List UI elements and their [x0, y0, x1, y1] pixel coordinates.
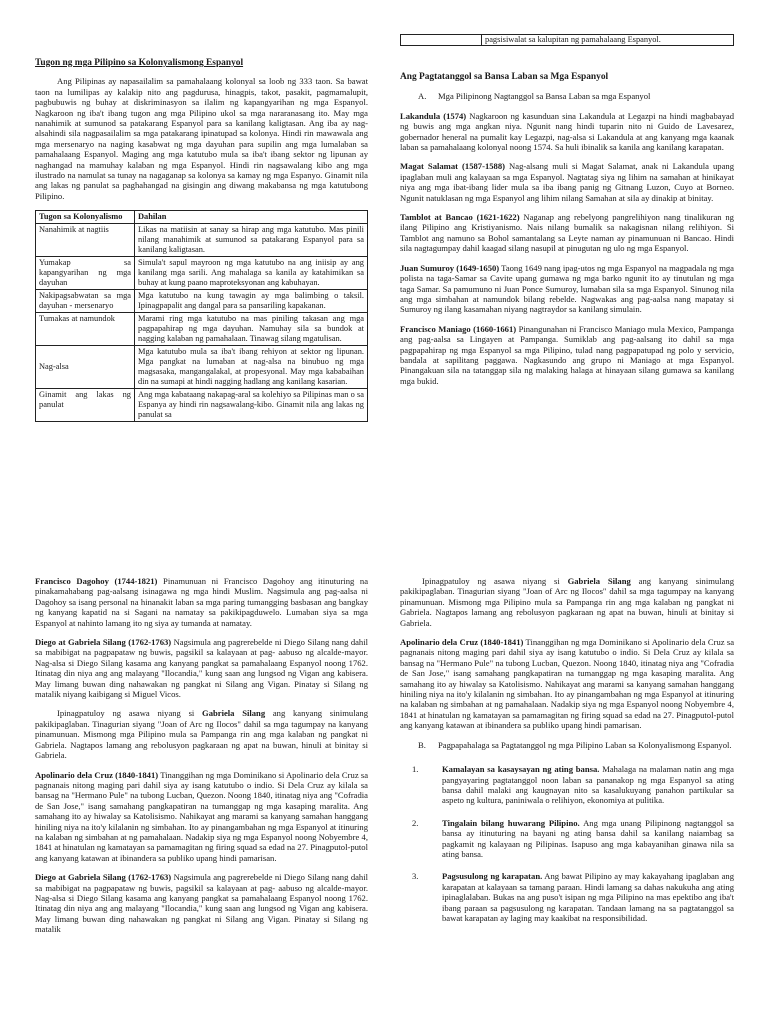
hero-entry-diego-silang [35, 637, 368, 699]
table-cell-tugon: Yumakap sa kapangyarihan ng mga dayuhan [36, 257, 135, 290]
list-number: 2. [412, 817, 419, 828]
table-header-row [36, 211, 368, 224]
hero-text: Tinanggihan ng mga Dominikano si Apolinario dela Cruz sa pagnanais nitong maging pari dahil siya ay isang katutubo o indio. Si Dela Cruz ay kilala sa bansag na "Hermano Pule" na tubong Lucban, Quezon. Noong 1840, itinatag niya ang "Cofradia de San Jose," isang samahang pangkapatiran na tumanggap ng mga kasaping maralita. Ang samahang ito ay hiwalay sa Katolisismo. Nahikayat ang marami sa kanyang samahan hanggang hiniling niya na ito'y kilalanin ng simbahan. Ito ay pinangambahan ng mga Espanyol at itinuring na kalaban ng simbahan at ng pamahalaan. Nadakip siya ng mga Espanyol noong Nobyembre 4, 1841 at hinatulan ng kamatayan sa pamamagitan ng firing squad sa edad na 27. Pinagputol-putol ang kanyang katawan at ibinandera sa publiko upang hindi pamarisan. [35, 769, 368, 863]
table-row [36, 224, 368, 257]
table-cell-dahilan: Mga katutubo mula sa iba't ibang rehiyon at sektor ng lipunan. Mga pangkat na lumaban at nag-alsa na binubuo ng mga magsasaka, mangangalakal, at propesyonal. May mga kababaihan din na sumapi at hindi nagging hadlang ang kanilang kasarian. [135, 346, 368, 389]
list-item-text: Mahalaga na malaman natin ang mga pangyayaring pagtatanggol noon laban sa pananakop ng mga Espanyol sa ating bansa dahil malaki ang kaugnayan nito sa kasalukuyang panahon partikular sa aspeto ng kultura, paniniwala o relihiyon, ekonomiya at pulitika. [442, 764, 734, 806]
hero-name: Lakandula (1574) [400, 110, 467, 121]
table-cell-tugon: Ginamit ang lakas ng panulat [36, 389, 135, 422]
hero-text: Taong 1649 nang ipag-utos ng mga Espanyol na magpadala ng mga polista na taga-Samar sa Cavite upang gumawa ng mga barko ngunit ito ay tinutulan ng mga taga Samar. Sa pamumuno ni Juan Ponce Sumuroy, lumaban sila sa mga Espanyol. Sinunog nila ang mga simbahan at namundok bilang rebelde. Nagwakas ang pag-aalsa nang mapatay si Sumuroy ng ilang kasamahan niyang nagtraydor sa kanilang simulain. [400, 262, 734, 315]
hero-text: Naganap ang rebelyong pangrelihiyon nang tinalikuran ng ilang Pilipino ang Kristiyanismo. Nais nilang bumalik sa nakagisnan nilang relihiyon. Si Tamblot ang namuno sa Bohol samantalang sa Leyte naman ay pinamunuan ni Bancao. Hindi sila nagtagumpay dahil kaagad silang nasupil at pinugutan ng ulo ng mga Espanyol. [400, 212, 734, 254]
hero-text: Nagkaroon ng kasunduan sina Lakandula at Legazpi na hindi magbabayad ng buwis ang mga angkan niya. Ngunit nang hindi tuparin nito ni Guido de Lavesarez, gobernador heneral na pumalit kay Legazpi, nag-alsa si Lakandula at ang kanyang mga kaanak laban sa pamahalaang kolonyal noong 1574. Sa huli ibinalik sa kanila ang kanilang karapatan. [400, 110, 735, 153]
hero-text: Pinangunahan ni Francisco Maniago mula Mexico, Pampanga ang pag-aalsa sa Lingayen at Pampanga. Sumiklab ang pag-aalsang ito dahil sa mga pagpapahirap ng mga Espanyol sa mga Pilipino, tulad nang pagpapatupad ng polo y servicio, bandala at sapilitang paggawa. Nagkasundo ang grupo ni Maniago at mga Espanyol. Pinangakuan sila na tatanggap sila ng malaking halaga at hinayaan silang gumawa sa kanilang mga bukid. [400, 323, 734, 386]
table-cell-tugon: Tumakas at namundok [36, 313, 135, 346]
list-item-title: Pagsusulong ng karapatan. [442, 871, 543, 882]
response-table [35, 210, 368, 422]
table-continuation-row [400, 34, 734, 46]
section-title: Ang Pagtatanggol sa Bansa Laban sa Mga Espanyol [400, 72, 609, 82]
subsection-title: Mga Pilipinong Nagtanggol sa Bansa Laban sa mga Espanyol [438, 91, 651, 102]
hero-entry-apolinario [400, 637, 734, 731]
top-right-column [400, 34, 734, 395]
intro-paragraph: Ang Pilipinas ay napasailalim sa pamahalaang kolonyal sa loob ng 333 taon. Sa bawat taon na lumilipas ay kalakip nito ang pagdurusa, hinagpis, takot, pasakit, pagmamalupit, pagbubuwis ng buhay at diskriminasyon sa ilalim ng kapangyarihan ng mga Espanyol. Nagkaroon ng iba't ibang tugon ang mga Pilipino ukol sa mga nararanasang ito. May mga nanahimik at sumunod sa patakarang Espanyol para sa kanilang kaligtasan. Ang iba ay nag-alsahindi sila nagpasailalim sa mga patakarang ipinatupad sa kolonya. Hindi rin mawawala ang mga mersenaryo na naging kasabwat ng mga dayuhan para supilin ang mga lumalaban sa pamahalaang Espanyol. Maging ang mga katutubo mula sa iba't ibang sektor ng lipunan ay naghangad na mamuhay kalaban ng mga Espanyol. Hindi rin nagsawalang kibo ang mga ilustrado na namulat sa tunay na nagaganap sa kolonya sa kamay ng mga Espanyo. Ginamit nila ang lakas ng panulat sa paghahangad na gisingin ang diwang makabansa ng mga katutubong Pilipino. [35, 76, 368, 201]
table-row [36, 313, 368, 346]
hero-text-pre: Ipinagpatuloy ng asawa niyang si [57, 708, 203, 719]
hero-name: Magat Salamat (1587-1588) [400, 161, 505, 172]
table-header-dahilan: Dahilan [135, 211, 368, 224]
hero-text: ang kanyang sinimulang pakikipaglaban. Tinagurian siyang "Joan of Arc ng Ilocos" dahil sa mga tagumpay na kanyang pinamunuan. Mismong mga Pilipino mula sa Pampanga rin ang mga kalaban ng pangkat ni Gabriela. Nagtapos lamang ang rebolusyon pagkaraan ng apat na buwan, hinuli at binitay si Gabriela. [400, 576, 734, 628]
hero-name: Francisco Dagohoy (1744-1821) [35, 576, 158, 586]
list-item [400, 764, 734, 806]
table-cell-dahilan: Ang mga kabataang nakapag-aral sa kolehiyo sa Pilipinas man o sa Espanya ay hindi rin nagsawalang-kibo. Ginamit nila ang lakas ng panulat sa [135, 389, 368, 422]
list-number: 3. [412, 871, 419, 882]
hero-entry-tamblot-bancao [400, 212, 734, 254]
table-row [36, 389, 368, 422]
hero-name: Juan Sumuroy (1649-1650) [400, 262, 500, 273]
table-cell-tugon: Nag-alsa [36, 346, 135, 389]
hero-text: Tinanggihan ng mga Dominikano si Apolinario dela Cruz sa pagnanais nitong maging pari dahil siya ay isang katutubo o indio. Si Dela Cruz ay kilala sa bansag na "Hermano Pule" na tubong Lucban, Quezon. Noong 1840, itinatag niya ang "Cofradia de San Jose," isang samahang pangkapatiran na tumanggap ng mga kasaping maralita. Ang samahang ito ay hiwalay sa Katolisismo. Nahikayat ang marami sa kanyang samahan hanggang hiniling niya na ito'y kilalanin ng simbahan. Ito ay pinangambahan ng mga Espanyol at itinuring na kalaban ng simbahan at ng pamahalaan. Nadakip siya ng mga Espanyol noong Nobyembre 4, 1841 at hinatulan ng kamatayan sa pamamagitan ng firing squad sa edad na 27. Pinagputol-putol ang kanyang katawan at ibinandera sa publiko upang hindi pamarisan. [400, 637, 734, 731]
hero-entry-apolinario [35, 770, 368, 864]
hero-text: Pinamunuan ni Francisco Dagohoy ang itinuturing na pinakamahabang pag-aalsang isinagawa ng mga hindi Muslim. Nagsimula ang pag-aalsa ni Dagohoy sa isang personal na hinanakit laban sa mga paring tumangging basbasan ang bangkay ng kanyang kapatid na si Sagani na namatay sa pakikipagduwelo. Lumaban siya sa mga Espanyol at nahinto lamang ito ng siya ay tumanda at namatay. [35, 576, 368, 628]
table-row [36, 346, 368, 389]
subsection-title: Pagpapahalaga sa Pagtatanggol ng mga Pilipino Laban sa Kolonyalismong Espanyol. [438, 739, 732, 750]
list-item [400, 871, 734, 923]
table-header-tugon: Tugon sa Kolonyalismo [36, 211, 135, 224]
list-item-title: Kamalayan sa kasaysayan ng ating bansa. [442, 764, 600, 775]
table-row [36, 290, 368, 313]
subsection-b-heading [418, 740, 734, 750]
table-cell-tugon: Nakipagsabwatan sa mga dayuhan - mersenaryo [36, 290, 135, 313]
hero-text: Nagsimula ang pagrerebelde ni Diego Silang nang dahil sa mabibigat na pagpapataw ng buwis, pagsikil sa kalayaan at pag- aabuso ng alcalde-mayor. Nag-alsa si Diego Silang kasama ang kanyang pangkat sa pamahalaang Espanyol noong 1762. Itinatag din niya ang ang malayang "Ilocandia," kung saan ang lungsod ng Vigan ang kabisera. May limang buwan ding nahawakan ng pangkat ni Silang ang Vigan. Pinatay si Silang ng matalik niyang kaibigang si Miguel Vicos. [35, 637, 368, 700]
table-cell-dahilan: Likas na matiisin at sanay sa hirap ang mga katutubo. Mas pinili nilang manahimik at sumunod sa patakarang Espanyol para sa kanilang kaligtasan. [135, 224, 368, 257]
hero-entry-gabriela-silang [400, 576, 734, 628]
hero-entry-gabriela-silang [35, 708, 368, 760]
hero-name: Apolinario dela Cruz (1840-1841) [400, 637, 524, 648]
subsection-label: A. [418, 91, 427, 102]
hero-entry-diego-silang-repeat [35, 872, 368, 934]
hero-name: Gabriela Silang [202, 708, 266, 719]
table-cell-dahilan: Marami ring mga katutubo na mas piniling takasan ang mga pagpapahirap ng mga dayuhan. Namuhay sila sa bundok at nagging kalaban ng pamahalaan. Tinawag silang mgatulisan. [135, 313, 368, 346]
table-cell-dahilan: pagsisiwalat sa kalupitan ng pamahalaang Espanyol. [482, 35, 734, 46]
list-item-text: Ang bawat Pilipino ay may kakayahang ipaglaban ang karapatan at kalayaan sa tamang paraan. Hindi lamang sa dahas nakukuha ang ating ipinaglalaban. Bukas na ang puso't isipan ng mga Pilipino na mas epektibo ang iba't ibang paraan sa pagsusulong ng karapatan. Tandaan lamang na sa pagtatanggol sa bawat karapatan ay laging may kaakibat na responsibilidad. [442, 871, 734, 923]
hero-name: Tamblot at Bancao (1621-1622) [400, 212, 520, 223]
hero-entry-dagohoy [35, 576, 368, 628]
hero-name: Francisco Maniago (1660-1661) [400, 323, 517, 334]
hero-text-pre: Ipinagpatuloy ng asawa niyang si [422, 576, 568, 586]
bottom-right-column [400, 576, 734, 1024]
table-cell-tugon: Nanahimik at nagtiis [36, 224, 135, 257]
values-list [400, 764, 734, 923]
hero-entry-lakandula [400, 111, 734, 153]
hero-text: ang kanyang sinimulang pakikipaglaban. Tinagurian siyang "Joan of Arc ng Ilocos" dahil sa mga tagumpay na kanyang pinamunuan. Mismong mga Pilipino mula sa Pampanga rin ang mga kalaban ng pangkat ni Gabriela. Nagtapos lamang ang rebolusyon pagkaraan ng apat na buwan, hinuli at binitay si Gabriela. [35, 708, 368, 761]
hero-entry-juan-sumuroy [400, 263, 734, 315]
subsection-label: B. [418, 739, 426, 750]
list-item-title: Tingalain bilang huwarang Pilipino. [442, 817, 580, 828]
table-cell-empty [401, 35, 482, 46]
table-cell-dahilan: Simula't sapul mayroon ng mga katutubo na ang iniisip ay ang kanilang mga sarili. Ang mahalaga sa kanila ay katahimikan sa buhay at kung paano maproteksyonan ang kabuhayan. [135, 257, 368, 290]
hero-entry-francisco-maniago [400, 324, 734, 386]
hero-name: Diego at Gabriela Silang (1762-1763) [35, 872, 172, 883]
table-row [36, 257, 368, 290]
section-title: Tugon ng mga Pilipino sa Kolonyalismong Espanyol [35, 58, 244, 68]
hero-text: Nagsimula ang pagrerebelde ni Diego Silang nang dahil sa mabibigat na pagpapataw ng buwis, pagsikil sa kalayaan at pag- aabuso ng alcalde-mayor. Nag-alsa si Diego Silang kasama ang kanyang pangkat sa pamahalaang Espanyol noong 1762. Itinatag din niya ang ang malayang "Ilocandia," kung saan ang lungsod ng Vigan ang kabisera. May limang buwan ding nahawakan ng pangkat ni Silang ang Vigan. Pinatay si Silang ng matalik [35, 872, 368, 935]
hero-name: Gabriela Silang [567, 576, 631, 586]
list-item-text: Ang mga unang Pilipinong nagtanggol sa bansa ay itinuturing na bayani ng ating bansa dahil sa kanilang naiambag sa pagkamit ng kalayaan ng Pilipinas. Isapuso ang mga kabayanihan ginawa nila sa ating bansa. [442, 817, 734, 859]
hero-text: Nag-alsang muli si Magat Salamat, anak ni Lakandula upang ipaglaban muli ang kalayaan sa mga Espanyol. Nagtatag siya ng lihim na samahan at hinikayat niya ang mga ibat-ibang lider mula sa iba ibang panig ng Gitnang Luzon, Cuyo at Borneo. Ngunit natuklasan ng mga Espanyol ang lihim nilang Samahan at sila ay dinakip at binitay. [400, 161, 734, 203]
bottom-left-column [35, 576, 368, 1024]
hero-entry-magat-salamat [400, 161, 734, 203]
hero-name: Diego at Gabriela Silang (1762-1763) [35, 637, 172, 648]
table-cell-dahilan: Mga katutubo na kung tawagin ay mga balimbing o taksil. Ipinagpapalit ang dangal para sa pansariling kapakanan. [135, 290, 368, 313]
subsection-a-heading [418, 91, 734, 101]
top-left-column [35, 58, 368, 422]
list-item [400, 818, 734, 860]
list-number: 1. [412, 764, 419, 775]
hero-name: Apolinario dela Cruz (1840-1841) [35, 769, 159, 780]
